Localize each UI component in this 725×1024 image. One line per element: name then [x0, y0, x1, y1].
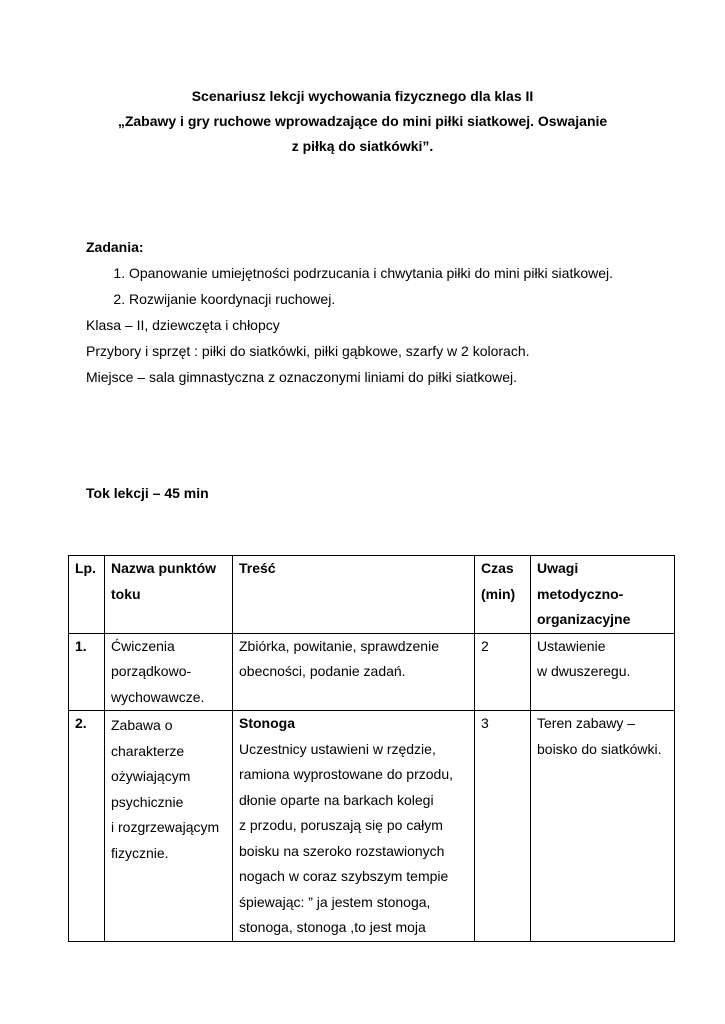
klasa-text: Klasa – II, dziewczęta i chłopcy: [86, 317, 280, 333]
row-czas: 2: [475, 633, 531, 711]
table-header-row: [69, 556, 675, 634]
zadania-heading: Zadania:: [86, 239, 144, 255]
document-title: [0, 84, 725, 159]
row-uwagi: Ustawienie w dwuszeregu.: [531, 633, 675, 711]
title-line-3: z piłką do siatkówki”.: [291, 138, 434, 154]
zadania-item: 2. Rozwijanie koordynacji ruchowej.: [129, 286, 686, 312]
header-nazwa: Nazwa punktów toku: [105, 556, 233, 634]
table-row: [69, 633, 675, 711]
row-nazwa: Ćwiczenia porządkowo- wychowawcze.: [105, 633, 233, 711]
header-tresc: Treść: [233, 556, 475, 634]
table-row: [69, 711, 675, 942]
lesson-table: [68, 555, 675, 942]
header-lp: Lp.: [69, 556, 105, 634]
tok-lekcji-heading: Tok lekcji – 45 min: [86, 485, 209, 501]
header-uwagi: Uwagi metodyczno- organizacyjne: [531, 556, 675, 634]
row-uwagi: Teren zabawy – boisko do siatkówki.: [531, 711, 675, 942]
header-czas: Czas (min): [475, 556, 531, 634]
zadania-item: 1. Opanowanie umiejętności podrzucania i chwytania piłki do mini piłki siatkowej.: [129, 260, 686, 286]
miejsce-text: Miejsce – sala gimnastyczna z oznaczonymi liniami do piłki siatkowej.: [86, 369, 518, 385]
row-nazwa: Zabawa o charakterze ożywiającym psychicznie i rozgrzewającym fizycznie.: [105, 711, 233, 942]
row-lp: 1.: [69, 633, 105, 711]
row-czas: 3: [475, 711, 531, 942]
row-tresc: Stonoga Uczestnicy ustawieni w rzędzie, ramiona wyprostowane do przodu, dłonie oparte na barkach kolegi z przodu, poruszają się po całym boisku na szeroko rozstawionych nogach w coraz szybszym tempie śpiewając: ” ja jestem stonoga, stonoga, stonoga ,to jest moja: [233, 711, 475, 942]
title-line-2: „Zabawy i gry ruchowe wprowadzające do mini piłki siatkowej. Oswajanie: [117, 113, 608, 129]
lesson-info: [86, 234, 686, 390]
row-tresc: Zbiórka, powitanie, sprawdzenie obecności, podanie zadań.: [233, 633, 475, 711]
zadania-list: [86, 260, 686, 312]
title-line-1: Scenariusz lekcji wychowania fizycznego dla klas II: [191, 88, 534, 104]
tresc-title: Stonoga: [239, 715, 295, 731]
przybory-text: Przybory i sprzęt : piłki do siatkówki, piłki gąbkowe, szarfy w 2 kolorach.: [86, 343, 530, 359]
row-lp: 2.: [69, 711, 105, 942]
